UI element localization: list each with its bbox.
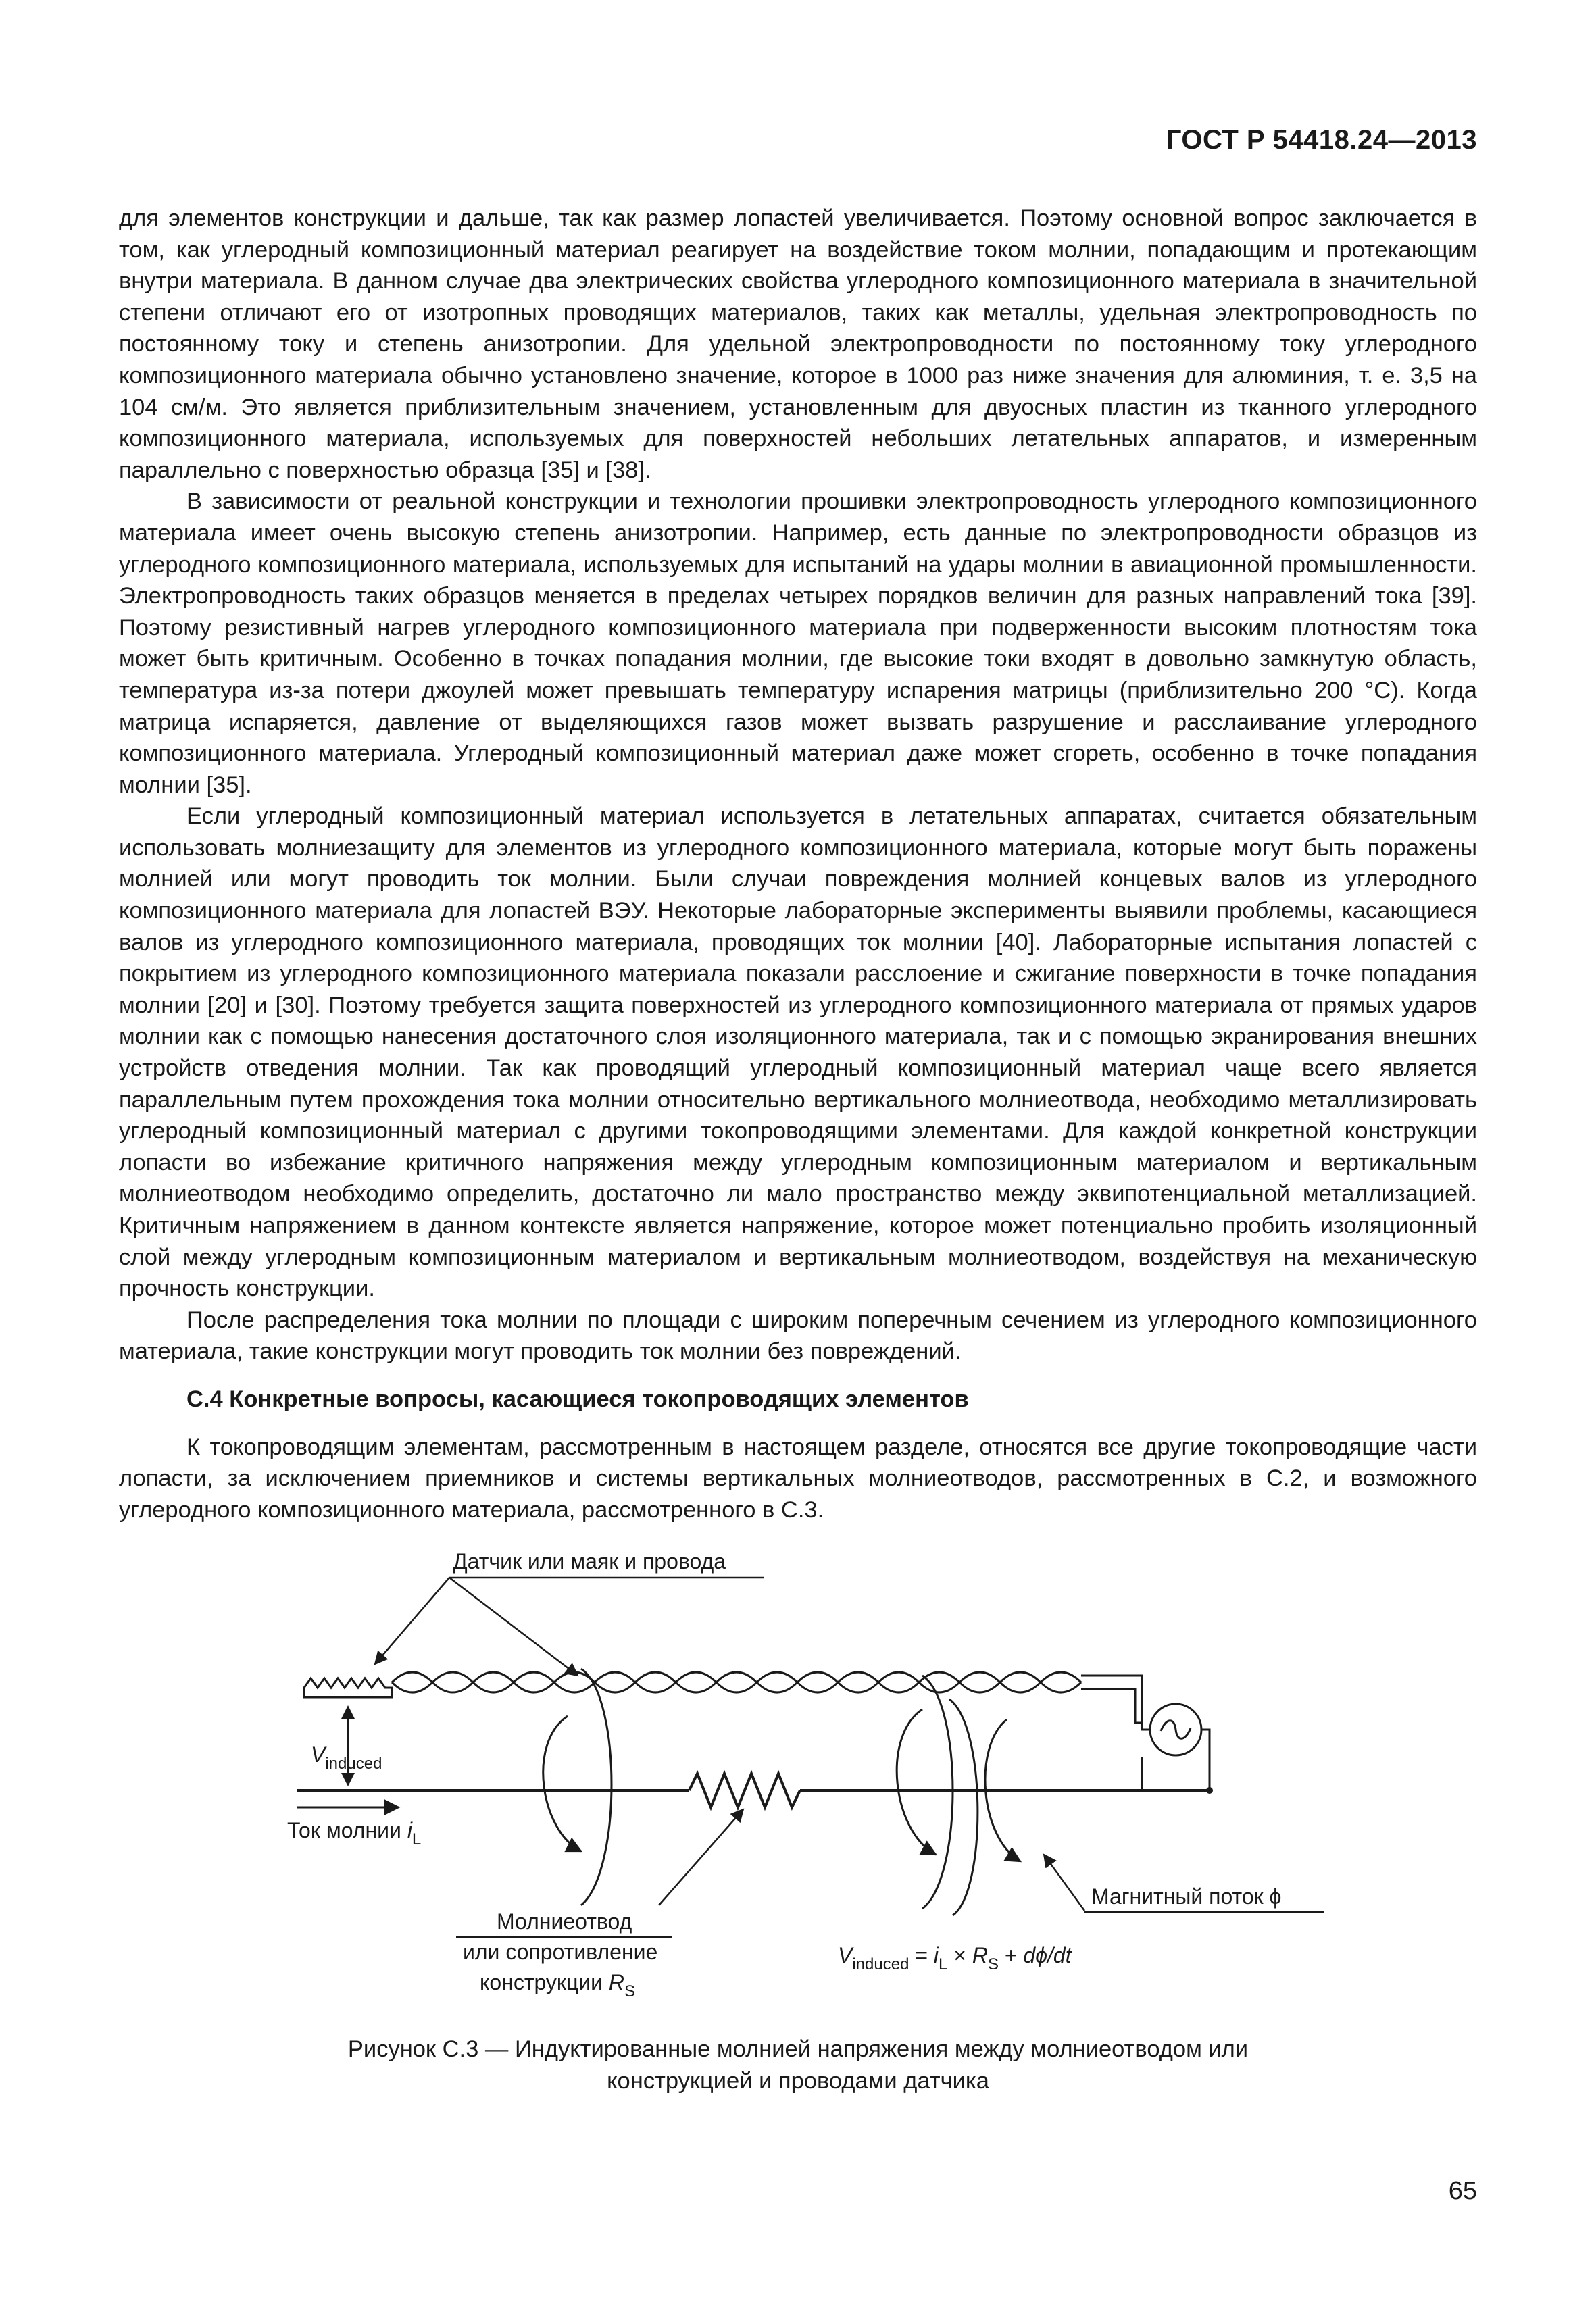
wires-pointer-arrow [449, 1578, 578, 1676]
lightning-induced-voltage-diagram [270, 1540, 1282, 2001]
paragraph: для элементов конструкции и дальше, так как размер лопастей увеличивается. Поэтому основной вопрос заключается в том, как углеродный композиционный материал реагирует на воздействие током молнии, попадающим и протекающим внутри материала. В данном случае два электрических свойства углеродного композиционного материала в значительной степени отличают его от изотропных проводящих материалов, таких как металлы, удельная электропроводность по постоянному току и степень анизотропии. Для удельной электропроводности по постоянному току углеродного композиционного материала обычно установлено значение, которое в 1000 раз ниже значения для алюминия, т. е. 3,5 на 104 см/м. Это является приблизительным значением, установленным для двуосных пластин из тканного углеродного композиционного материала, используемых для поверхностей небольших летательных аппаратов, и измеренным параллельно с поверхностью образца [35] и [38]. [119, 205, 1477, 483]
sensor-wires-label: Датчик или маяк и провода [453, 1549, 726, 1574]
lightning-current-label: Ток молнии $i_L$ [287, 1818, 422, 1848]
figure-c3-diagram [270, 1540, 1282, 2001]
flux-loop-2-back [897, 1709, 936, 1855]
flux-loop-2-front [922, 1676, 953, 1909]
flux-loop-1-front [581, 1669, 612, 1905]
paragraph: После распределения тока молнии по площади с широким поперечным сечением из углеродного композиционного материала, такие конструкции могут проводить ток молнии без повреждений. [119, 1307, 1477, 1365]
twisted-wire-a [392, 1672, 1081, 1692]
paragraph: Если углеродный композиционный материал используется в летательных аппаратах, считается обязательным использовать молниезащиту для элементов из углеродного композиционного материала, которые могут быть поражены молнией или могут проводить ток молнии. Были случаи повреждения молнией концевых валов из углеродного композиционного материала для лопастей ВЭУ. Некоторые лабораторные эксперименты выявили проблемы, касающиеся валов из углеродного композиционного материала, проводящих ток молнии [40]. Лабораторные испытания лопастей с покрытием из углеродного композиционного материала показали расслоение и сжигание поверхности в точке попадания молнии [20] и [30]. Поэтому требуется защита поверхностей из углеродного композиционного материала от прямых ударов молнии как с помощью нанесения достаточного слоя изоляционного материала, так и с помощью экранирования внешних устройств отведения молнии. Так как проводящий углеродный композиционный материал чаще всего является параллельным путем прохождения тока молнии относительно вертикального молниеотвода, необходимо металлизировать углеродный композиционный материал с другими токопроводящими элементами. Для каждой конкретной конструкции лопасти во избежание критичного напряжения между углеродным композиционным материалом и вертикальным молниеотводом необходимо определить, достаточно ли мало пространство между эквипотенциальной металлизацией. Критичным напряжением в данном контексте является напряжение, которое может потенциально пробить изоляционный слой между углеродным композиционным материалом и вертикальным молниеотводом, воздействуя на механическую прочность конструкции. [119, 803, 1477, 1302]
source-lead-left [1142, 1703, 1150, 1730]
flux-loop-3-front [949, 1699, 978, 1915]
sensor-pointer-arrow [375, 1578, 449, 1664]
document-id-header: ГОСТ Р 54418.24—2013 [1166, 125, 1477, 155]
page-number: 65 [1448, 2177, 1477, 2205]
section-heading: С.4 Конкретные вопросы, касающиеся токопроводящих элементов [186, 1386, 969, 1412]
conductor-pointer-arrow [659, 1809, 743, 1905]
induced-voltage-formula: $V_{induced} = i_L \times R_S + d\phi/dt$ [838, 1943, 1072, 1973]
junction-dot [1206, 1787, 1213, 1794]
paragraph: В зависимости от реальной конструкции и технологии прошивки электропроводность углеродного композиционного материала имеет очень высокую степень анизотропии. Например, есть данные по электропроводности образцов из углеродного композиционного материала, используемых для испытаний на удары молнии в авиационной промышленности. Электропроводность таких образцов меняется в пределах четырех порядков величин для разных направлений тока [39]. Поэтому резистивный нагрев углеродного композиционного материала при подверженности высоким плотностям тока может быть критичным. Особенно в точках попадания молнии, где высокие токи входят в довольно замкнутую область, температура из-за потери джоулей может превышать температуру испарения матрицы (приблизительно 200 °С). Когда матрица испаряется, давление от выделяющихся газов может вызвать разрушение и расслаивание углеродного композиционного материала. Углеродный композиционный материал даже может сгореть, особенно в точке попадания молнии [35]. [119, 488, 1477, 798]
resistor-icon [689, 1774, 800, 1807]
conductor-label-line2: или сопротивление [463, 1940, 658, 1964]
conductor-label-line1: Молниеотвод [497, 1909, 632, 1934]
wire-to-source-loop [1081, 1689, 1142, 1723]
twisted-wire-b [392, 1672, 1081, 1692]
caption-line-2: конструкцией и проводами датчика [607, 2068, 989, 2094]
flux-loop-1-back [543, 1716, 581, 1851]
v-induced-label: $V_{induced}$ [311, 1742, 382, 1773]
caption-line-1: Рисунок С.3 — Индуктированные молнией напряжения между молниеотводом или [347, 2036, 1249, 2062]
conductor-label-line3: конструкции $R_S$ [480, 1970, 636, 2001]
paragraph: К токопроводящим элементам, рассмотренным в настоящем разделе, относятся все другие токопроводящие части лопасти, за исключением приемников и системы вертикальных молниеотводов, рассмотренных в С.2, и возможного углеродного композиционного материала, рассмотренного в С.3. [119, 1434, 1477, 1523]
sine-wave-icon [1161, 1721, 1191, 1739]
magnetic-flux-label: Магнитный поток ϕ [1091, 1884, 1282, 1909]
flux-pointer-arrow [1044, 1855, 1084, 1911]
body-text [119, 203, 1477, 1526]
figure-caption [119, 2034, 1477, 2097]
source-lead-right [1201, 1730, 1210, 1790]
sensor-element [304, 1678, 392, 1697]
